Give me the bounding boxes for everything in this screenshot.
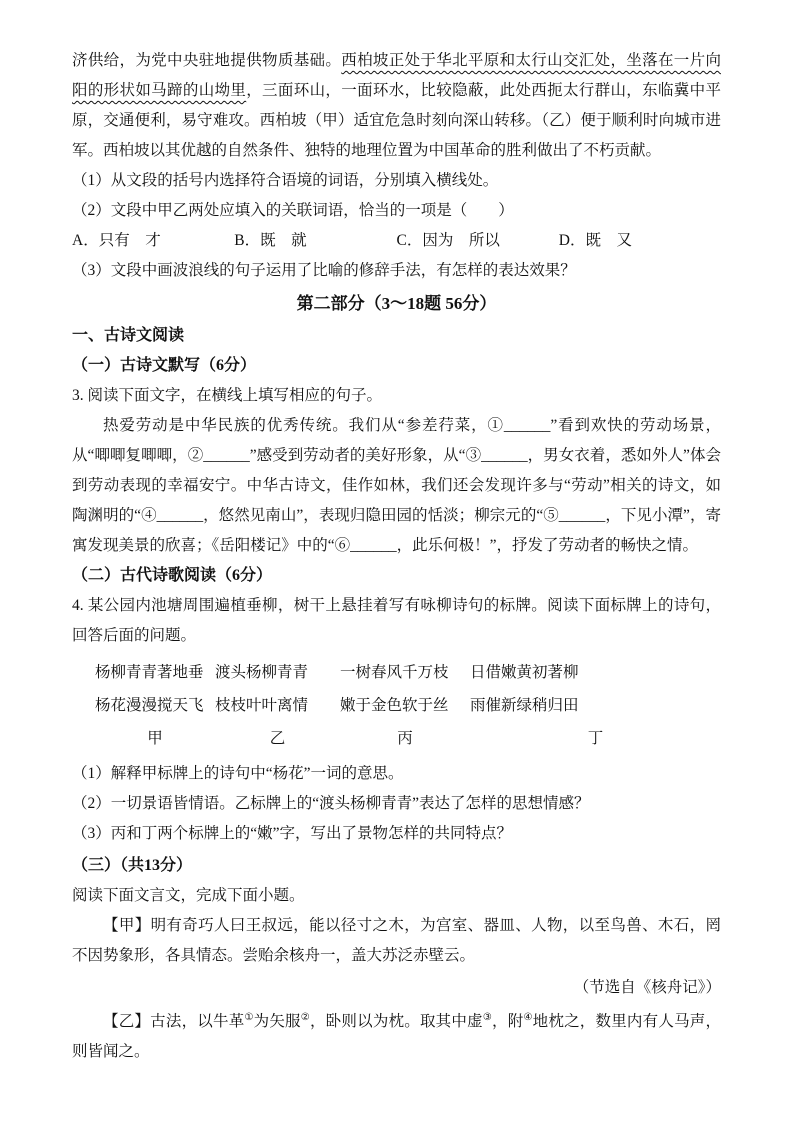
option-d: D．既 又 [558, 232, 632, 249]
passage-yi-text: 为矢服 [253, 1013, 301, 1030]
option-c: C．因为 所以 [396, 232, 500, 249]
poem-label: 丙 [397, 730, 413, 747]
option-b: B．既 就 [234, 232, 307, 249]
poem-label: 丁 [587, 730, 604, 747]
passage-jia: 【甲】明有奇巧人曰王叔远，能以径寸之木，为宫室、器皿、人物，以至鸟兽、木石，罔不因势象形，各具情态。尝贻余核舟一，盖大苏泛赤壁云。 [72, 917, 721, 964]
poem-cell: 一树春风千万枝 [340, 664, 449, 681]
poem-row-1 [95, 656, 721, 689]
poem-board-table [72, 656, 721, 755]
subsection-3-title: （三）（共13分） [72, 857, 193, 874]
poem-cell: 雨催新绿稍归田 [470, 697, 579, 714]
intro-pre-text: 济供给，为党中央驻地提供物质基础。 [72, 52, 342, 69]
passage-yi [72, 1007, 721, 1067]
question-4-2: （2）一切景语皆情语。乙标牌上的“渡头杨柳青青”表达了怎样的思想情感？ [72, 795, 590, 812]
passage-yi-text: 地枕之，数里内有人马声，则皆闻之。 [72, 1013, 721, 1060]
item-3-prompt: 3. 阅读下面文字，在横线上填写相应的句子。 [72, 387, 383, 404]
footnote-marker-3: ③ [482, 1011, 493, 1023]
footnote-marker-4: ④ [523, 1011, 533, 1023]
option-a: A．只有 才 [72, 232, 161, 249]
wavy-underlined-sentence: 西柏坡正处于华北平原和太行山交汇处，坐落在一片向阳的形状如马蹄的山坳里 [72, 52, 721, 99]
poem-row-2 [95, 689, 721, 722]
subsection-1-title: （一）古诗文默写（6分） [72, 357, 257, 374]
part2-header: 第二部分（3～18题 56分） [296, 294, 497, 313]
footnote-marker-2: ② [300, 1011, 310, 1023]
classical-intro: 阅读下面文言文，完成下面小题。 [72, 887, 305, 904]
poem-cell: 杨柳青青著地垂 [95, 664, 204, 681]
poem-label-row [95, 722, 721, 755]
poem-cell: 枝枝叶叶离情 [215, 697, 309, 714]
poem-cell: 嫩于金色软于丝 [340, 697, 449, 714]
question-1: （1）从文段的括号内选择符合语境的词语，分别填入横线处。 [72, 172, 499, 189]
poem-cell: 渡头杨柳青青 [215, 664, 309, 681]
poem-cell: 日借嫩黄初著柳 [470, 664, 579, 681]
item-4-prompt: 4. 某公园内池塘周围遍植垂柳，树干上悬挂着写有咏柳诗句的标牌。阅读下面标牌上的诗句，回答后面的问题。 [72, 597, 721, 644]
intro-paragraph [72, 46, 721, 166]
passage-yi-text: 【乙】古法，以牛革 [103, 1013, 245, 1030]
question-2: （2）文段中甲乙两处应填入的关联词语，恰当的一项是（ ） [72, 202, 514, 219]
poem-label: 甲 [147, 730, 163, 747]
poem-cell: 杨花漫漫搅天飞 [95, 697, 204, 714]
intro-post-text: ，三面环山，一面环水，比较隐蔽，此处西扼太行群山，东临冀中平原，交通便利，易守难攻。西柏坡（甲）适宜危急时刻向深山转移。（乙）便于顺利时向城市进军。西柏坡以其优越的自然条件、独特的地理位置为中国革命的胜利做出了不朽贡献。 [72, 82, 721, 159]
passage-yi-text: ，卧则以为枕。取其中虚 [309, 1013, 483, 1030]
options-row [72, 226, 721, 256]
passage-jia-source: （节选自《核舟记》） [573, 979, 721, 996]
dictation-paragraph: 热爱劳动是中华民族的优秀传统。我们从“参差荇菜，①______”看到欢快的劳动场景，从“唧唧复唧唧，②______”感受到劳动者的美好形象，从“③______，男女衣着，悉如外人”体会到劳动表现的幸福安宁。中华古诗文，佳作如林，我们还会发现许多与“劳动”相关的诗文，如陶渊明的“④______，悠然见南山”，表现归隐田园的恬淡；柳宗元的“⑤______，下见小潭”，寄寓发现美景的欣喜；《岳阳楼记》中的“⑥______，此乐何极！”，抒发了劳动者的畅快之情。 [72, 417, 721, 554]
question-3: （3）文段中画波浪线的句子运用了比喻的修辞手法，有怎样的表达效果？ [72, 262, 576, 279]
footnote-marker-1: ① [244, 1011, 254, 1023]
poem-label: 乙 [269, 730, 286, 747]
passage-yi-text: ，附 [492, 1013, 524, 1030]
subsection-2-title: （二）古代诗歌阅读（6分） [72, 567, 273, 584]
section-1-title: 一、古诗文阅读 [72, 327, 185, 344]
question-4-1: （1）解释甲标牌上的诗句中“杨花”一词的意思。 [72, 765, 404, 782]
question-4-3: （3）丙和丁两个标牌上的“嫩”字，写出了景物怎样的共同特点？ [72, 825, 513, 842]
